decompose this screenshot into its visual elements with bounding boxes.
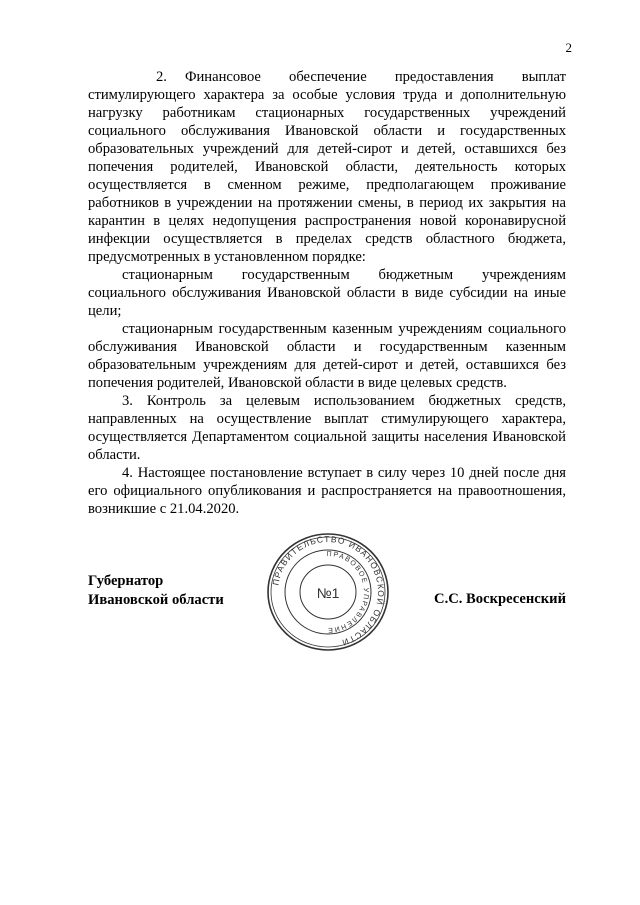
seal-outer-text: ПРАВИТЕЛЬСТВО ИВАНОВСКОЙ ОБЛАСТИ <box>270 533 387 649</box>
paragraph-2-item-state: стационарным государственным казенным учреждениям социального обслуживания Ивановской области и государственным казенным образовательным учреждениям для детей-сирот и детей, оставшихся без попечения родителей, Ивановской области в виде целевых средств. <box>88 321 566 391</box>
signatory-position <box>88 572 224 610</box>
seal-center-text: №1 <box>316 585 340 601</box>
paragraph-2-item-budget: стационарным государственным бюджетным учреждениям социального обслуживания Ивановской области в виде субсидии на иные цели; <box>88 267 566 319</box>
signatory-title: Губернатор <box>88 573 164 589</box>
signatory-region: Ивановской области <box>88 592 224 608</box>
signatory-name: С.С. Воскресенский <box>434 591 566 607</box>
paragraph-4: 4. Настоящее постановление вступает в силу через 10 дней после дня его официального опубликования и распространяется на правоотношения, возникшие с 21.04.2020. <box>88 465 566 517</box>
paragraph-2 <box>88 68 566 266</box>
paragraph-2-text: Финансовое обеспечение предоставления выплат стимулирующего характера за особые условия труда и дополнительную нагрузку работникам стационарных государственных учреждений социального обслуживания Ивановской области и государственных образовательных учреждений для детей-сирот и детей, оставшихся без попечения родителей, Ивановской области, деятельность которых осуществляется в сменном режиме, предполагающем проживание работников в учреждении на протяжении смены, в период их закрытия на карантин в целях недопущения распространения новой коронавирусной инфекции осуществляется в пределах средств областного бюджета, предусмотренных в установленном порядке: <box>88 69 566 265</box>
seal-inner-text: ПРАВОВОЕ УПРАВЛЕНИЕ <box>326 550 370 634</box>
page-number: 2 <box>565 40 572 55</box>
paragraph-3: 3. Контроль за целевым использованием бюджетных средств, направленных на осуществление выплат стимулирующего характера, осуществляется Департаментом социальной защиты населения Ивановской области. <box>88 393 566 463</box>
paragraph-2-number: 2. <box>156 69 167 85</box>
official-seal-icon <box>265 532 391 652</box>
document-body <box>88 68 566 518</box>
